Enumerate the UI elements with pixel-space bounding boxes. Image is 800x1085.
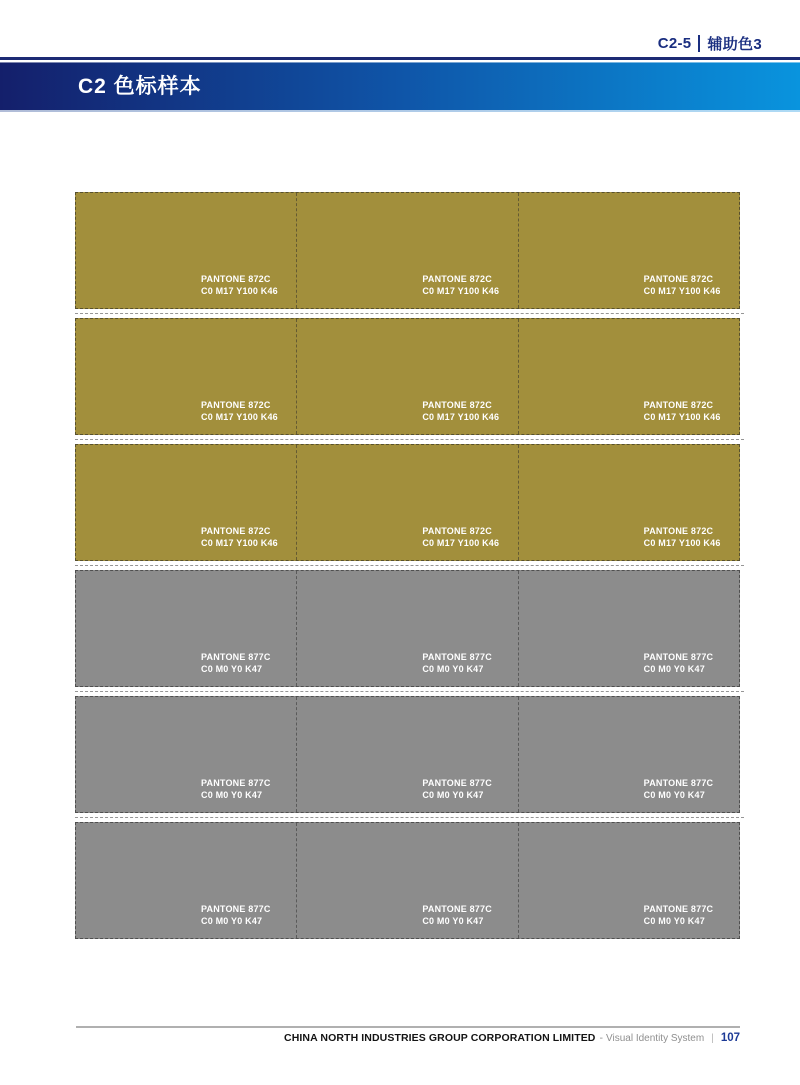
swatch-label xyxy=(644,904,714,927)
swatch-label xyxy=(422,274,499,297)
top-rule xyxy=(0,57,800,60)
pantone-name: PANTONE 877C xyxy=(201,904,271,914)
gap-dashed-line xyxy=(75,817,744,818)
cmyk-value: C0 M0 Y0 K47 xyxy=(201,663,263,674)
pantone-name: PANTONE 877C xyxy=(643,904,714,914)
section-tag-divider xyxy=(698,35,700,52)
swatch-row xyxy=(75,822,740,939)
footer-system-prefix: - xyxy=(599,1032,603,1044)
cmyk-value: C0 M0 Y0 K47 xyxy=(201,789,263,800)
swatch-label xyxy=(422,778,492,801)
swatch-row xyxy=(75,696,740,813)
swatch-label xyxy=(201,904,271,927)
cmyk-value: C0 M17 Y100 K46 xyxy=(201,537,278,548)
pantone-name: PANTONE 877C xyxy=(201,652,271,662)
cmyk-value: C0 M0 Y0 K47 xyxy=(643,789,705,800)
swatch-cell xyxy=(76,193,296,308)
swatch-row-gap xyxy=(75,435,740,444)
section-label: 辅助色3 xyxy=(707,36,762,53)
swatch-label xyxy=(201,778,271,801)
section-code: C2-5 xyxy=(657,35,692,52)
swatch-label xyxy=(422,526,499,549)
pantone-name: PANTONE 872C xyxy=(422,274,492,284)
swatch-label xyxy=(201,652,271,675)
cmyk-value: C0 M17 Y100 K46 xyxy=(422,285,500,296)
swatch-label xyxy=(422,904,492,927)
footer xyxy=(284,1032,740,1044)
cmyk-value: C0 M0 Y0 K47 xyxy=(422,915,484,926)
swatch-label xyxy=(644,526,721,549)
swatch-cell xyxy=(296,319,517,434)
pantone-name: PANTONE 877C xyxy=(643,778,714,788)
swatch-cell xyxy=(296,193,517,308)
footer-company: CHINA NORTH INDUSTRIES GROUP CORPORATION LIMITED xyxy=(284,1032,596,1044)
cmyk-value: C0 M17 Y100 K46 xyxy=(422,411,500,422)
swatch-row xyxy=(75,318,740,435)
cmyk-value: C0 M17 Y100 K46 xyxy=(643,537,721,548)
swatch-row-gap xyxy=(75,561,740,570)
swatch-cell xyxy=(296,445,517,560)
swatch-cell xyxy=(518,823,739,938)
gap-dashed-line xyxy=(75,313,744,314)
cmyk-value: C0 M0 Y0 K47 xyxy=(422,663,484,674)
pantone-name: PANTONE 877C xyxy=(201,778,271,788)
cmyk-value: C0 M0 Y0 K47 xyxy=(643,663,705,674)
swatch-cell xyxy=(76,445,296,560)
swatch-label xyxy=(201,526,278,549)
pantone-name: PANTONE 872C xyxy=(422,400,492,410)
swatch-cell xyxy=(518,697,739,812)
swatch-row xyxy=(75,570,740,687)
swatch-row xyxy=(75,192,740,309)
cmyk-value: C0 M17 Y100 K46 xyxy=(422,537,500,548)
swatch-cell xyxy=(518,319,739,434)
swatch-cell xyxy=(76,823,296,938)
swatch-label xyxy=(201,274,278,297)
cmyk-value: C0 M0 Y0 K47 xyxy=(422,789,484,800)
swatch-label xyxy=(644,652,714,675)
swatch-label xyxy=(422,400,499,423)
cmyk-value: C0 M17 Y100 K46 xyxy=(201,411,278,422)
footer-page-number: 107 xyxy=(720,1032,740,1044)
pantone-name: PANTONE 877C xyxy=(422,904,492,914)
gap-dashed-line xyxy=(75,565,744,566)
swatch-cell xyxy=(296,697,517,812)
gap-dashed-line xyxy=(75,439,744,440)
swatch-cell xyxy=(76,571,296,686)
swatch-label xyxy=(201,400,278,423)
cmyk-value: C0 M17 Y100 K46 xyxy=(643,285,721,296)
footer-divider: | xyxy=(711,1033,714,1044)
swatch-row-gap xyxy=(75,813,740,822)
section-tag xyxy=(658,33,762,54)
footer-system: Visual Identity System xyxy=(606,1033,705,1044)
swatch-label xyxy=(644,400,721,423)
pantone-name: PANTONE 872C xyxy=(422,526,492,536)
pantone-name: PANTONE 877C xyxy=(643,652,714,662)
swatch-cell xyxy=(296,823,517,938)
page-title: C2 色标样本 xyxy=(78,75,202,98)
cmyk-value: C0 M17 Y100 K46 xyxy=(201,285,278,296)
swatch-row-gap xyxy=(75,687,740,696)
pantone-name: PANTONE 872C xyxy=(643,274,714,284)
gap-dashed-line xyxy=(75,691,744,692)
swatch-cell xyxy=(296,571,517,686)
pantone-name: PANTONE 872C xyxy=(201,274,271,284)
pantone-name: PANTONE 872C xyxy=(643,526,714,536)
cmyk-value: C0 M0 Y0 K47 xyxy=(643,915,705,926)
title-banner xyxy=(0,62,800,112)
swatch-label xyxy=(644,778,714,801)
footer-rule xyxy=(76,1026,740,1028)
cmyk-value: C0 M0 Y0 K47 xyxy=(201,915,263,926)
swatch-label xyxy=(644,274,721,297)
swatch-cell xyxy=(76,319,296,434)
pantone-name: PANTONE 872C xyxy=(643,400,714,410)
pantone-name: PANTONE 872C xyxy=(201,526,271,536)
swatch-row-gap xyxy=(75,309,740,318)
swatch-cell xyxy=(76,697,296,812)
swatch-cell xyxy=(518,445,739,560)
pantone-name: PANTONE 877C xyxy=(422,778,492,788)
pantone-name: PANTONE 872C xyxy=(201,400,271,410)
swatch-grid xyxy=(75,192,740,939)
swatch-label xyxy=(422,652,492,675)
swatch-cell xyxy=(518,571,739,686)
pantone-name: PANTONE 877C xyxy=(422,652,492,662)
swatch-row xyxy=(75,444,740,561)
cmyk-value: C0 M17 Y100 K46 xyxy=(643,411,721,422)
swatch-cell xyxy=(518,193,739,308)
